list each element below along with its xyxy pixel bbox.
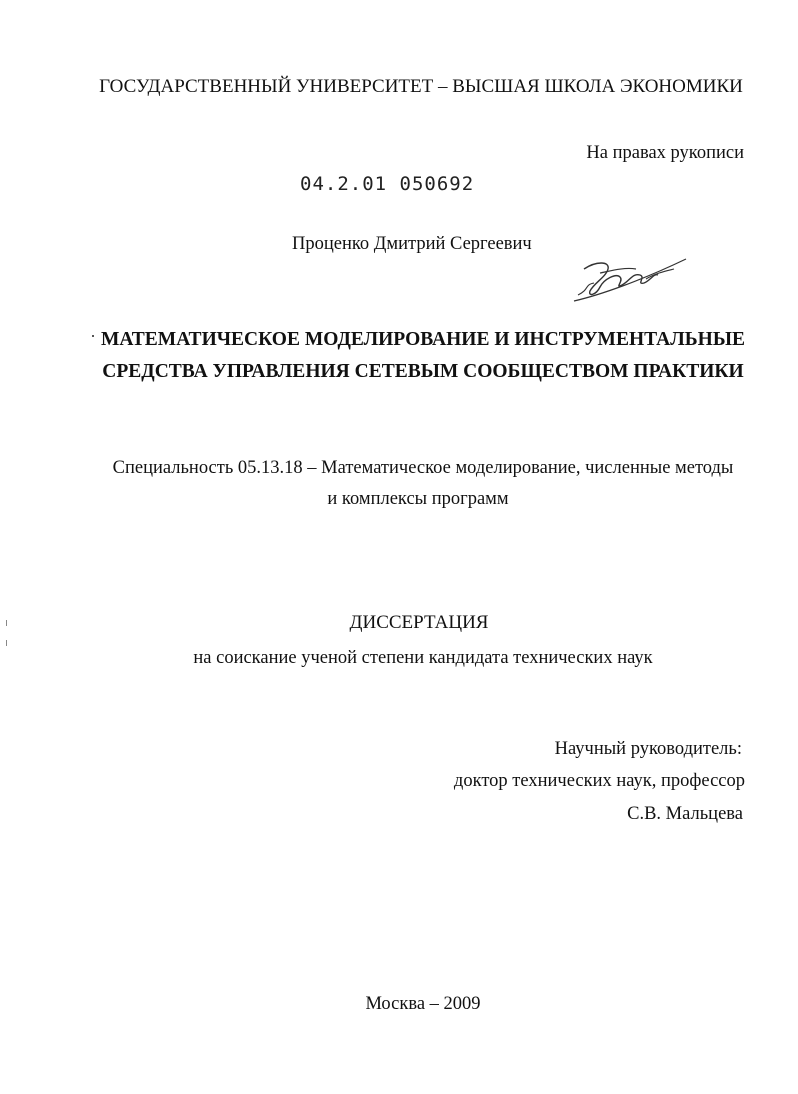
dissertation-heading: ДИССЕРТАЦИЯ (349, 612, 489, 633)
advisor-name: С.В. Мальцева (627, 804, 743, 824)
advisor-degree: доктор технических наук, профессор (453, 771, 745, 791)
dissertation-title-line-1: МАТЕМАТИЧЕСКОЕ МОДЕЛИРОВАНИЕ И ИНСТРУМЕНТАЛЬНЫЕ (101, 329, 745, 350)
specialty-line-2: и комплексы программ (327, 489, 509, 509)
dissertation-subheading: на соискание ученой степени кандидата технических наук (193, 648, 653, 668)
advisor-label: Научный руководитель: (554, 739, 742, 759)
specialty-line-1: Специальность 05.13.18 – Математическое моделирование, численные методы (112, 458, 734, 478)
catalog-number: 04.2.01 050692 (300, 173, 475, 195)
author-name: Проценко Дмитрий Сергеевич (292, 234, 532, 254)
manuscript-note: На правах рукописи (586, 143, 744, 163)
scan-margin-mark (6, 640, 7, 646)
city-year: Москва – 2009 (365, 994, 481, 1014)
university-name: ГОСУДАРСТВЕННЫЙ УНИВЕРСИТЕТ – ВЫСШАЯ ШКОЛА ЭКОНОМИКИ (99, 76, 743, 97)
signature-icon (570, 255, 688, 305)
dissertation-title-line-2: СРЕДСТВА УПРАВЛЕНИЯ СЕТЕВЫМ СООБЩЕСТВОМ ПРАКТИКИ (102, 361, 744, 382)
